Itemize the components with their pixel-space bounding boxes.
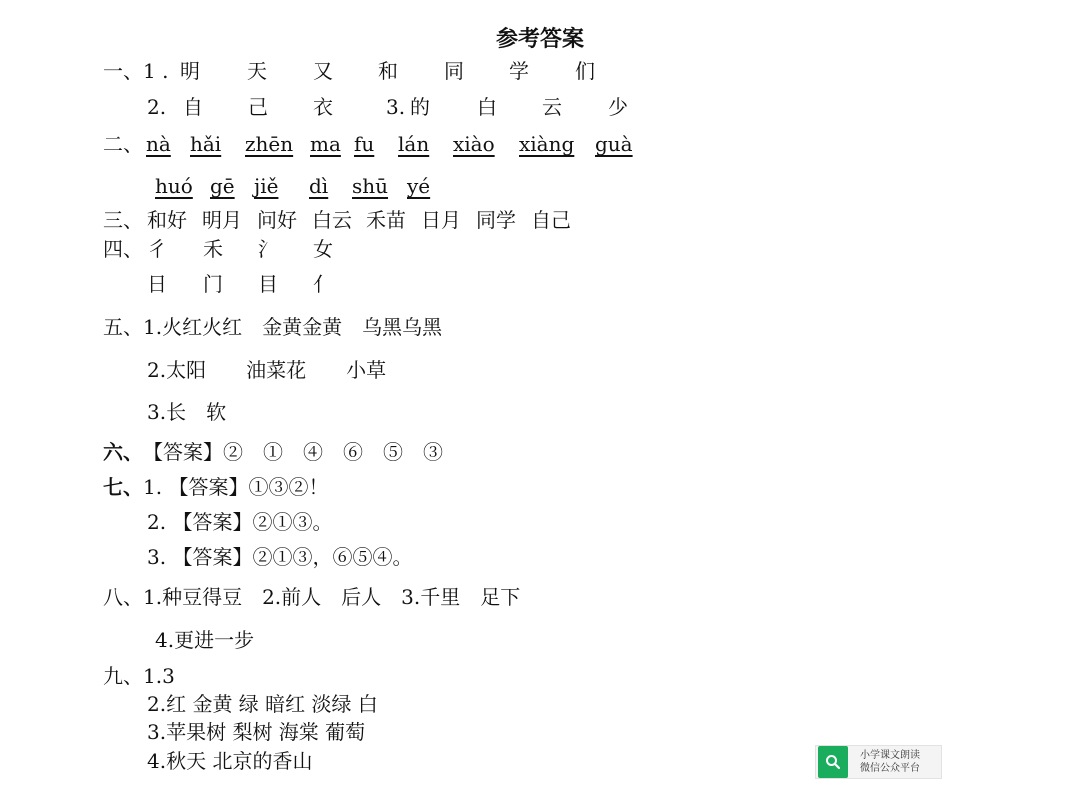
section-8-text: 1.种豆得豆 2.前人 后人 3.千里 足下 (143, 585, 521, 609)
pinyin-answer: dì (309, 174, 329, 198)
pinyin-answer: zhēn (245, 132, 294, 156)
section-5-prefix: 五、 (103, 315, 143, 339)
section-1 (103, 58, 168, 84)
section-9-prefix: 九、 (103, 664, 143, 688)
pinyin-answer: xiàng (519, 132, 575, 156)
section-8-prefix: 八、 (103, 585, 143, 609)
radical-answer: 日 (147, 272, 167, 296)
pinyin-answer: huó (155, 174, 193, 198)
answer-char: 少 (608, 95, 628, 119)
radical-answer: 门 (203, 272, 223, 296)
section-5-text: 1.火红火红 金黄金黄 乌黑乌黑 (143, 315, 443, 339)
answer-word: 问好 (257, 208, 297, 232)
wechat-watermark-badge (815, 745, 942, 779)
section-9-line-3: 3.苹果树 梨树 海棠 葡萄 (147, 720, 366, 744)
pinyin-answer: fu (354, 132, 375, 156)
pinyin-answer: gē (210, 174, 235, 198)
section-8-line-1 (103, 584, 520, 610)
answer-char: 和 (378, 59, 398, 83)
answer-char: 自 (183, 95, 203, 119)
radical-answer: 目 (258, 272, 278, 296)
section-1-line2-number-3: 3. (386, 95, 406, 119)
section-9-text: 1.3 (143, 664, 175, 688)
pinyin-answer: yé (407, 174, 431, 198)
answer-char: 明 (180, 59, 200, 83)
answer-word: 自己 (531, 208, 571, 232)
pinyin-answer: ma (310, 132, 341, 156)
section-5-line-1 (103, 314, 442, 340)
radical-answer: 彳 (147, 237, 167, 261)
answer-char: 学 (509, 59, 529, 83)
badge-line-1: 小学课文朗读 (860, 750, 920, 761)
answer-char: 天 (247, 59, 267, 83)
section-8-line-2: 4.更进一步 (155, 628, 255, 652)
radical-answer: 女 (313, 237, 333, 261)
answer-word: 和好 (147, 208, 187, 232)
section-6-text: 【答案】② ① ④ ⑥ ⑤ ③ (143, 440, 443, 464)
answer-char: 白 (477, 95, 497, 119)
pinyin-answer: jiě (254, 174, 279, 198)
section-6-prefix: 六、 (103, 440, 143, 464)
pinyin-answer: hǎi (190, 132, 222, 156)
answer-char: 己 (248, 95, 268, 119)
section-9-line-4: 4.秋天 北京的香山 (147, 749, 313, 773)
page-title: 参考答案 (495, 27, 584, 52)
radical-answer: 氵 (258, 237, 278, 261)
answer-word: 禾苗 (366, 208, 406, 232)
answer-word: 白云 (312, 208, 352, 232)
section-7-line-1 (103, 474, 328, 500)
section-1-line2-number: 2. (147, 95, 167, 119)
section-4-prefix: 四、 (103, 237, 143, 261)
section-1-prefix: 一、 (103, 59, 143, 83)
answer-char: 又 (313, 59, 333, 83)
section-7-prefix: 七、 (103, 475, 143, 499)
answer-word: 明月 (202, 208, 242, 232)
section-5-line-2: 2.太阳 油菜花 小草 (147, 358, 387, 382)
section-6-line (103, 439, 443, 465)
section-7-line-3: 3. 【答案】②①③，⑥⑤④。 (147, 545, 413, 569)
section-5-line-3: 3.长 软 (147, 400, 227, 424)
badge-line-2: 微信公众平台 (860, 763, 920, 774)
pinyin-answer: guà (595, 132, 633, 156)
answer-char: 同 (444, 59, 464, 83)
section-7-text: 1. 【答案】①③②！ (143, 475, 329, 499)
pinyin-answer: nà (146, 132, 171, 156)
answer-word: 日月 (421, 208, 461, 232)
radical-answer: 禾 (203, 237, 223, 261)
radical-answer: 亻 (313, 272, 333, 296)
section-3-prefix: 三、 (103, 208, 143, 232)
answer-char: 云 (542, 95, 562, 119)
section-7-line-2: 2. 【答案】②①③。 (147, 510, 333, 534)
answer-char: 衣 (313, 95, 333, 119)
pinyin-answer: lán (398, 132, 430, 156)
section-9-line-2: 2.红 金黄 绿 暗红 淡绿 白 (147, 692, 378, 716)
badge-text (860, 749, 920, 775)
section-2-prefix: 二、 (103, 132, 143, 156)
pinyin-answer: xiào (453, 132, 495, 156)
section-9-line-1 (103, 663, 175, 689)
pinyin-answer: shū (352, 174, 389, 198)
search-icon (818, 746, 848, 778)
answer-char: 们 (575, 59, 595, 83)
section-1-line1-number: 1 . (143, 59, 169, 83)
answer-word: 同学 (476, 208, 516, 232)
answer-char: 的 (410, 95, 430, 119)
